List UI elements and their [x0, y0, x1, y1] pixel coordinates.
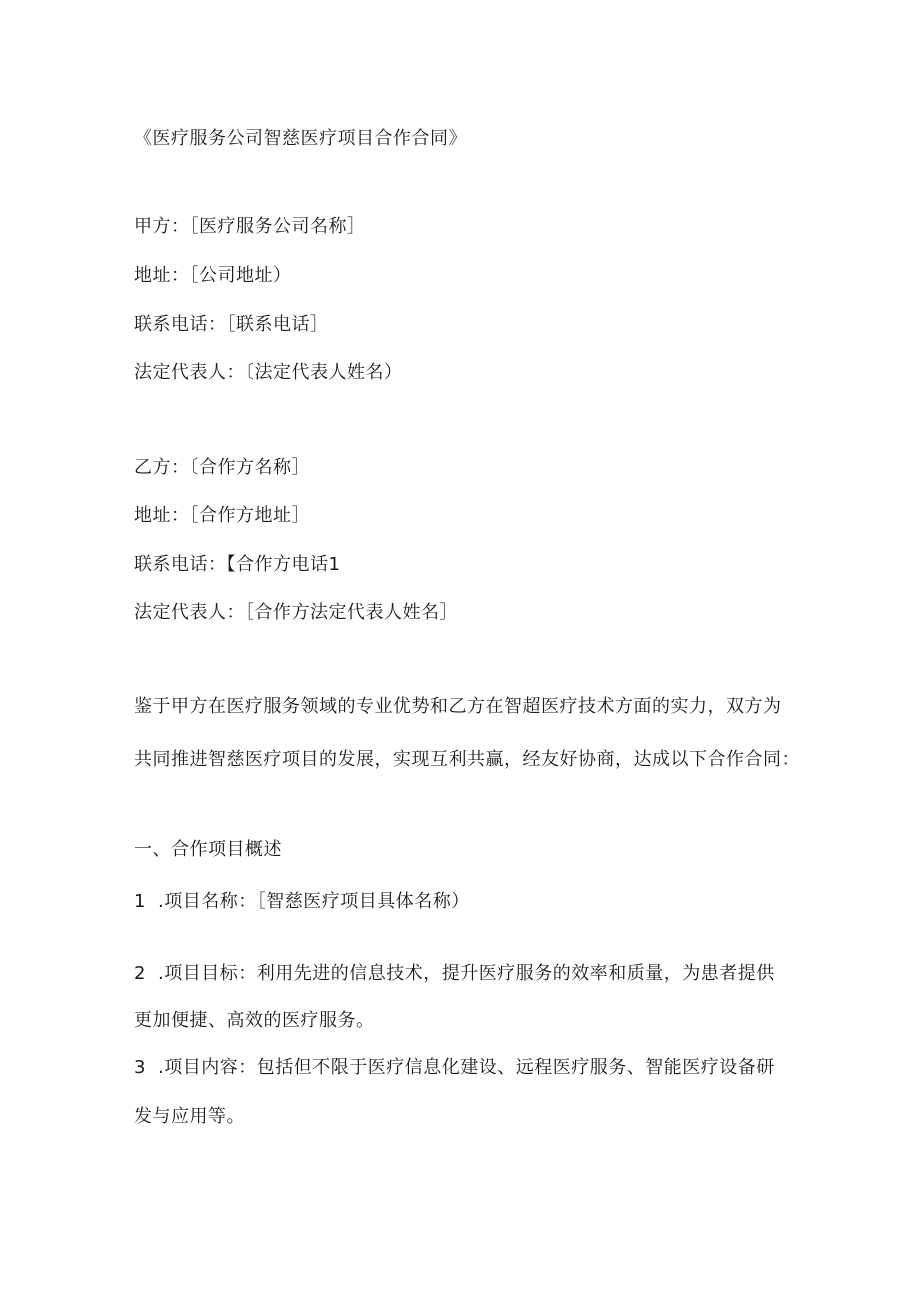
list-item: [134, 1056, 775, 1080]
item-continuation: 发与应用等。: [134, 1106, 245, 1127]
party-a-phone: 联系电话：［联系电话］: [134, 314, 329, 335]
party-b-address: 地址：［合作方地址］: [134, 505, 310, 526]
party-b-name: 乙方：〔合作方名称］: [134, 457, 310, 478]
section-1-heading: 一、合作项目概述: [134, 839, 282, 860]
document-title: 《医疗服务公司智慈医疗项目合作合同》: [134, 128, 467, 149]
list-item: [134, 962, 775, 986]
item-text: .项目名称：［智慈医疗项目具体名称）: [158, 891, 470, 912]
preamble-line-2: 共同推进智慈医疗项目的发展，实现互利共赢，经友好协商，达成以下合作合同：: [134, 749, 800, 770]
item-number: 1: [134, 891, 146, 912]
preamble-line-1: 鉴于甲方在医疗服务领域的专业优势和乙方在智超医疗技术方面的实力，双方为: [134, 696, 782, 717]
item-continuation: 更加便捷、高效的医疗服务。: [134, 1010, 375, 1031]
item-number: 2: [134, 963, 146, 984]
party-b-legal-rep: 法定代表人：［合作方法定代表人姓名］: [134, 602, 458, 623]
item-text: .项目内容：包括但不限于医疗信息化建设、远程医疗服务、智能医疗设备研: [158, 1057, 775, 1078]
party-a-name: 甲方：［医疗服务公司名称］: [134, 216, 366, 237]
party-b-phone: 联系电话：【合作方电话1: [134, 554, 341, 575]
party-a-address: 地址：［公司地址）: [134, 265, 292, 286]
item-text: .项目目标：利用先进的信息技术，提升医疗服务的效率和质量，为患者提供: [158, 963, 775, 984]
party-a-legal-rep: 法定代表人：〔法定代表人姓名）: [134, 362, 403, 383]
list-item: [134, 890, 470, 914]
item-number: 3: [134, 1057, 146, 1078]
